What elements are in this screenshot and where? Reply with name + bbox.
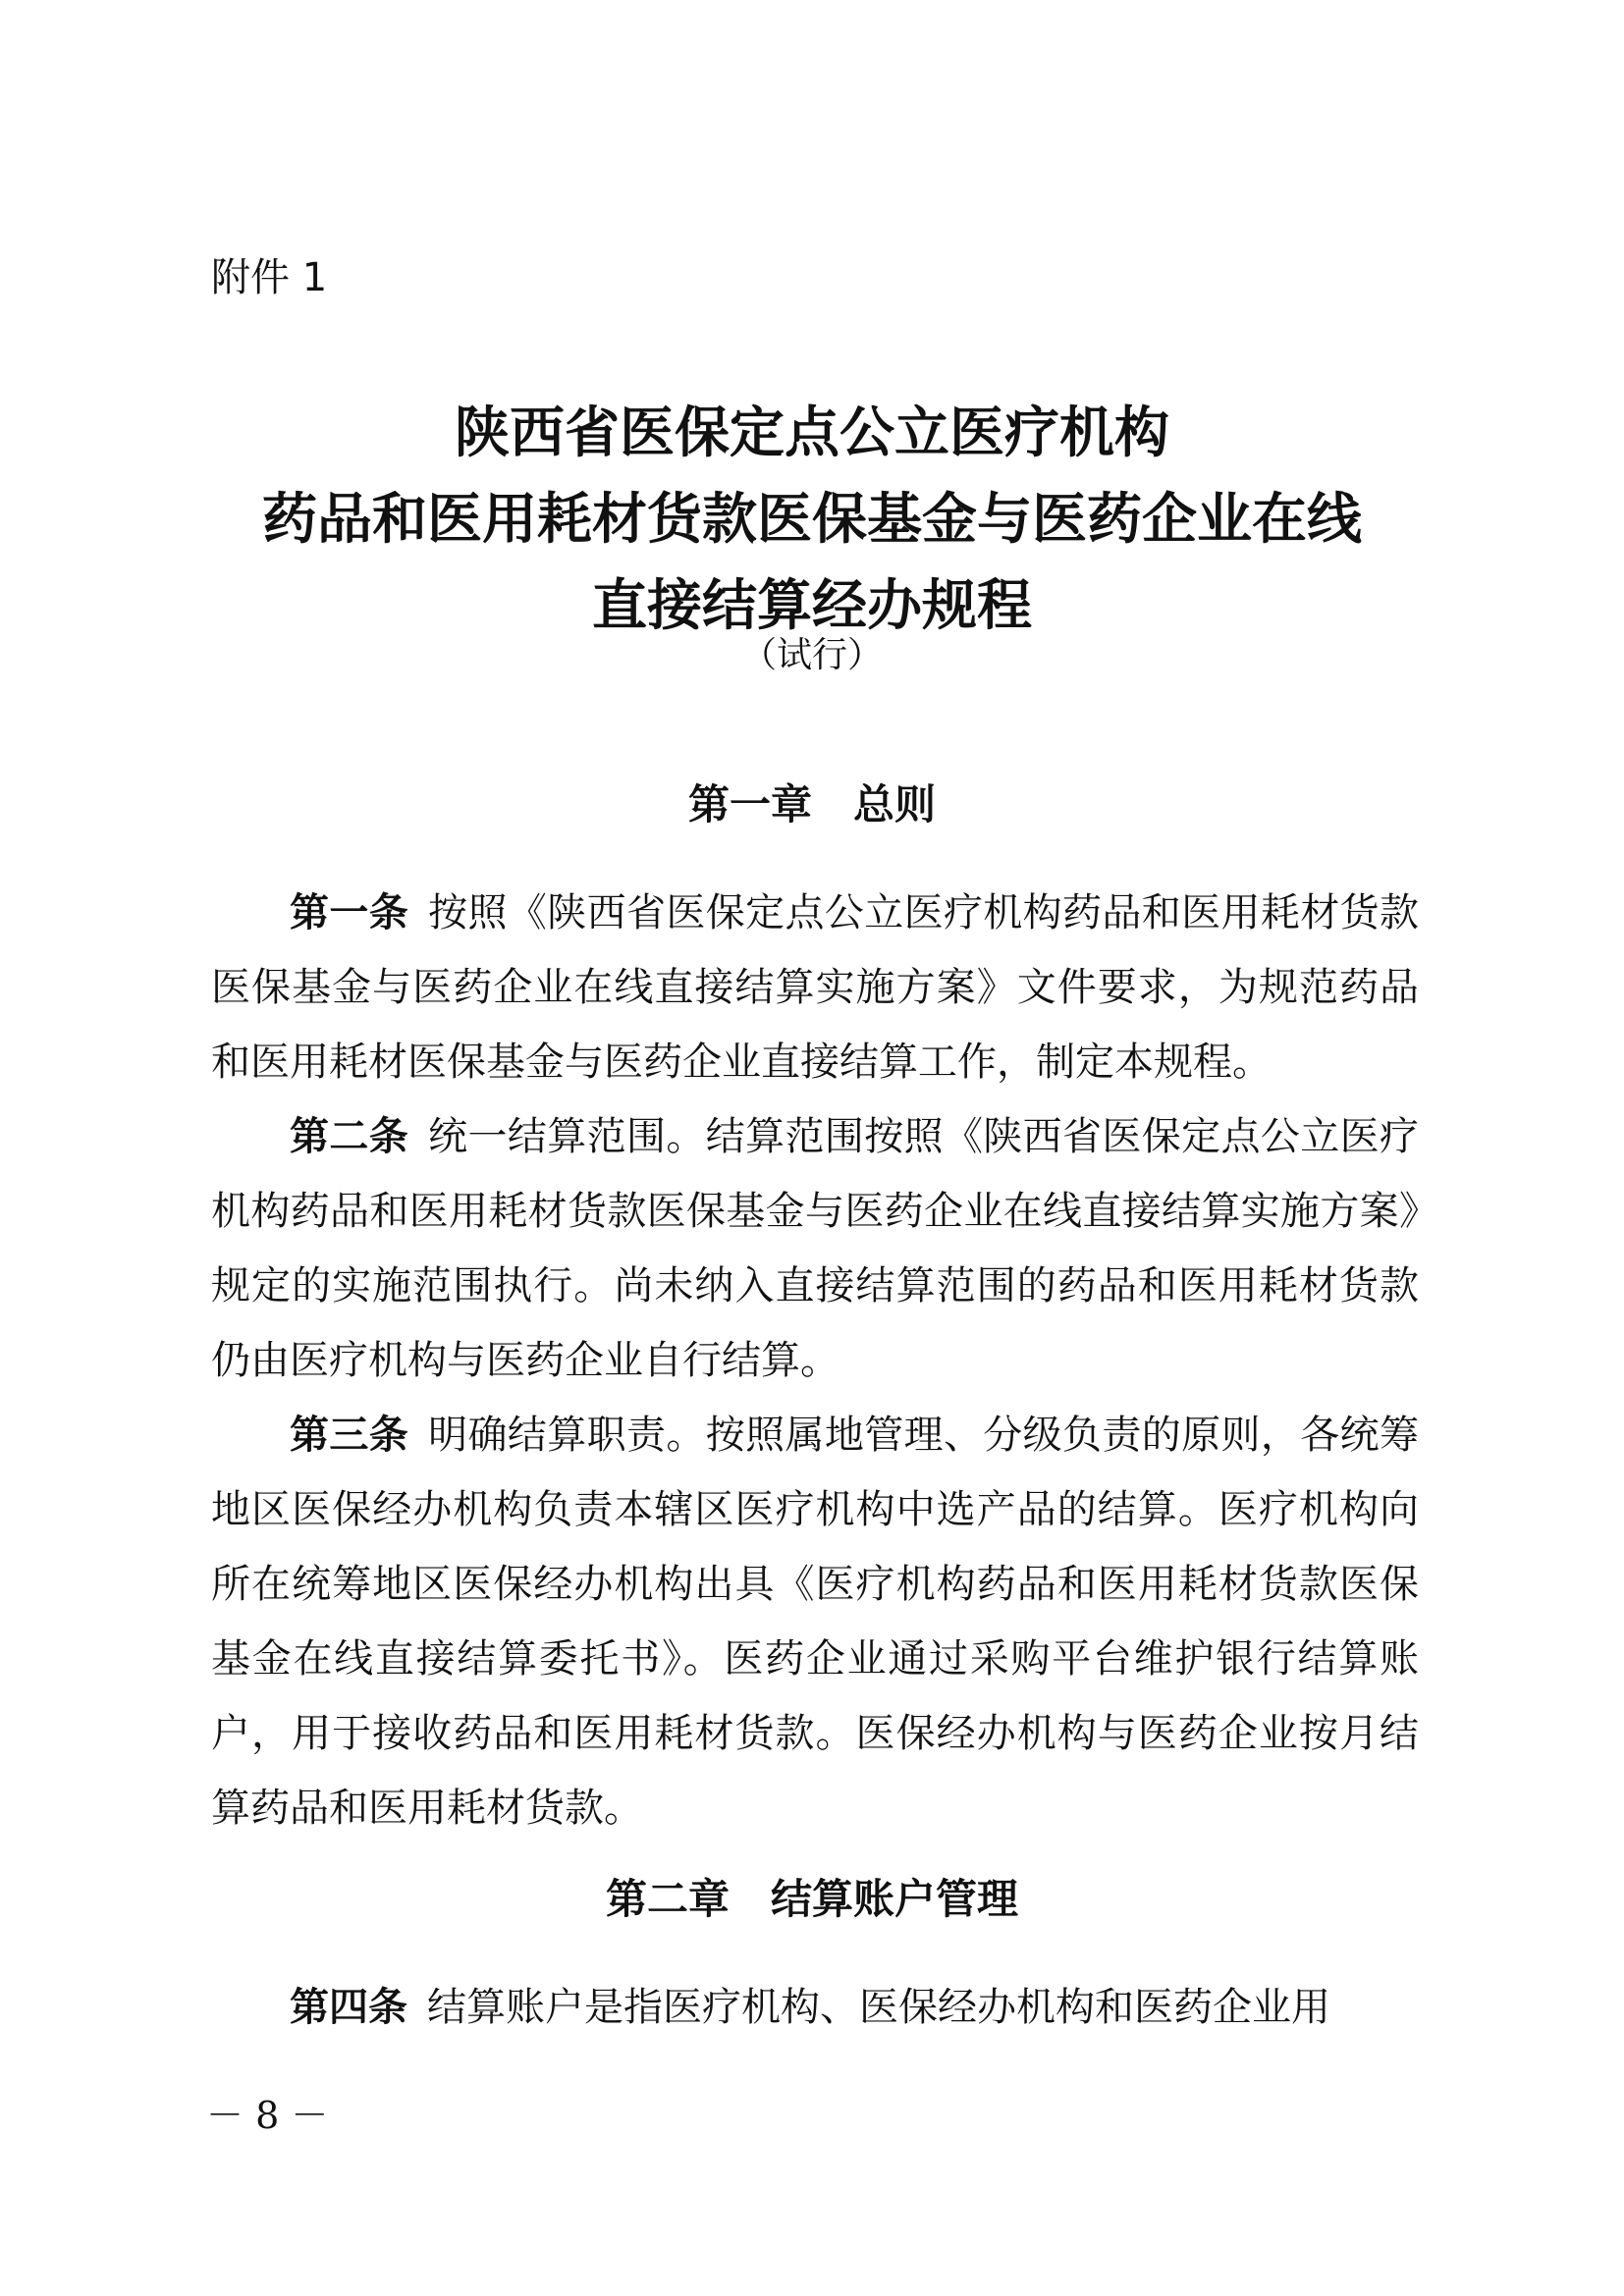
chapter-1-heading: 第一章 总则	[687, 780, 936, 828]
article-4-label: 第四条	[290, 1985, 407, 2030]
article-1	[211, 876, 1419, 1099]
chapter-2-body	[211, 1970, 1419, 2045]
page-number: － 8 －	[206, 2094, 329, 2137]
document-subtitle: （试行）	[740, 635, 883, 675]
attachment-label: 附件 1	[211, 255, 328, 300]
article-2-label: 第二条	[290, 1114, 409, 1159]
document-title	[0, 391, 1624, 650]
article-2-text: 统一结算范围。结算范围按照《陕西省医保定点公立医疗机构药品和医用耗材货款医保基金与医药企业在线直接结算实施方案》规定的实施范围执行。尚未纳入直接结算范围的药品和医用耗材货款仍由医疗机构与医药企业自行结算。	[211, 1114, 1420, 1383]
article-1-text: 按照《陕西省医保定点公立医疗机构药品和医用耗材货款医保基金与医药企业在线直接结算实施方案》文件要求，为规范药品和医用耗材医保基金与医药企业直接结算工作，制定本规程。	[211, 890, 1420, 1085]
title-line-1: 陕西省医保定点公立医疗机构	[455, 401, 1169, 465]
article-2	[211, 1099, 1419, 1398]
article-4	[211, 1970, 1419, 2045]
title-line-3: 直接结算经办规程	[592, 574, 1032, 638]
article-3	[211, 1398, 1419, 1845]
chapter-2-heading: 第二章 结算账户管理	[605, 1875, 1018, 1923]
article-3-label: 第三条	[290, 1413, 409, 1458]
chapter-1-body	[211, 876, 1419, 1845]
article-4-text: 结算账户是指医疗机构、医保经办机构和医药企业用	[427, 1985, 1330, 2030]
article-3-text: 明确结算职责。按照属地管理、分级负责的原则，各统筹地区医保经办机构负责本辖区医疗机构中选产品的结算。医疗机构向所在统筹地区医保经办机构出具《医疗机构药品和医用耗材货款医保基金在线直接结算委托书》。医药企业通过采购平台维护银行结算账户，用于接收药品和医用耗材货款。医保经办机构与医药企业按月结算药品和医用耗材货款。	[211, 1413, 1420, 1831]
article-1-label: 第一条	[290, 890, 409, 935]
title-line-2: 药品和医用耗材货款医保基金与医药企业在线	[262, 488, 1362, 552]
